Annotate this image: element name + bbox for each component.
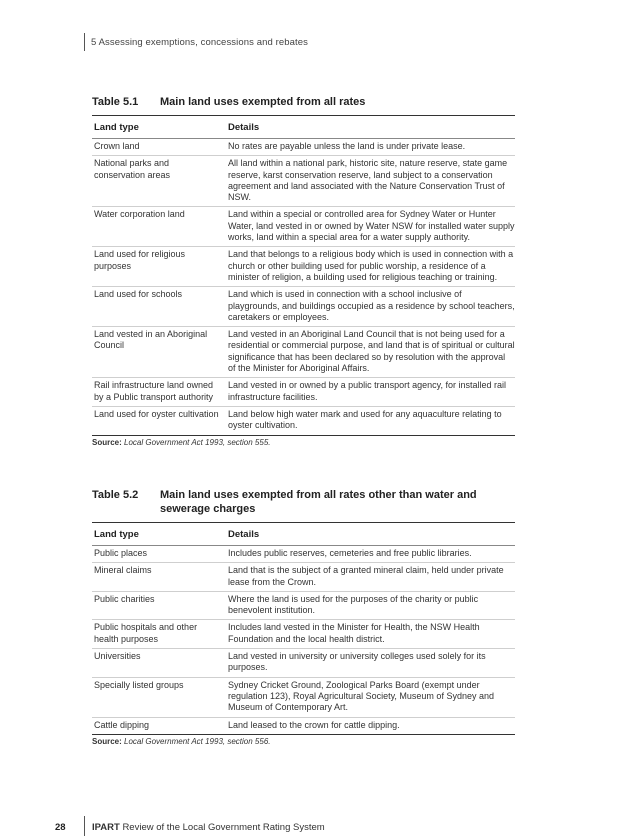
land-type-cell: Universities <box>92 649 226 678</box>
source-label: Source: <box>92 437 122 447</box>
source-text: Local Government Act 1993, section 556. <box>124 736 271 746</box>
table-number: Table 5.1 <box>92 96 139 108</box>
details-cell: Land that is the subject of a granted mineral claim, held under private lease from the Crown. <box>226 563 515 592</box>
table-5-1 <box>92 95 515 447</box>
column-header-details: Details <box>226 523 515 546</box>
table-row <box>92 406 515 435</box>
table-source <box>92 438 515 447</box>
details-cell: Land below high water mark and used for any aquaculture relating to oyster cultivation. <box>226 406 515 435</box>
column-header-details: Details <box>226 116 515 139</box>
table-row <box>92 563 515 592</box>
table-row <box>92 287 515 327</box>
table-number: Table 5.2 <box>92 489 139 501</box>
table-5-2 <box>92 488 515 746</box>
land-type-cell: National parks and conservation areas <box>92 156 226 207</box>
land-type-cell: Cattle dipping <box>92 717 226 734</box>
details-cell: Includes public reserves, cemeteries and free public libraries. <box>226 546 515 563</box>
details-cell: Land vested in university or university colleges used solely for its purposes. <box>226 649 515 678</box>
land-type-cell: Land used for religious purposes <box>92 247 226 287</box>
source-text: Local Government Act 1993, section 555. <box>124 437 271 447</box>
table-header-row <box>92 523 515 546</box>
table-caption <box>92 95 515 109</box>
table-caption <box>92 488 515 516</box>
table-source <box>92 737 515 746</box>
data-table <box>92 522 515 735</box>
table-row <box>92 378 515 407</box>
table-row <box>92 546 515 563</box>
column-header-land-type: Land type <box>92 523 226 546</box>
table-row <box>92 327 515 378</box>
land-type-cell: Public charities <box>92 591 226 620</box>
table-row <box>92 207 515 247</box>
details-cell: Sydney Cricket Ground, Zoological Parks Board (exempt under regulation 123), Royal Agricultural Society, Museum of Sydney and Museum of Contemporary Art. <box>226 677 515 717</box>
details-cell: Includes land vested in the Minister for Health, the NSW Health Foundation and the local health district. <box>226 620 515 649</box>
footer-brand: IPART <box>92 822 120 833</box>
table-row <box>92 139 515 156</box>
land-type-cell: Specially listed groups <box>92 677 226 717</box>
land-type-cell: Rail infrastructure land owned by a Public transport authority <box>92 378 226 407</box>
column-header-land-type: Land type <box>92 116 226 139</box>
land-type-cell: Water corporation land <box>92 207 226 247</box>
details-cell: Where the land is used for the purposes of the charity or public benevolent institution. <box>226 591 515 620</box>
details-cell: All land within a national park, historic site, nature reserve, state game reserve, karst conservation reserve, land subject to a conservation agreement and land associated with the Nature Conservation Trust of NSW. <box>226 156 515 207</box>
details-cell: Land within a special or controlled area for Sydney Water or Hunter Water, land vested in or owned by Water NSW for installed water supply works, land within a special area for a water supply authority. <box>226 207 515 247</box>
table-row <box>92 591 515 620</box>
table-header-row <box>92 116 515 139</box>
details-cell: Land vested in or owned by a public transport agency, for installed rail infrastructure facilities. <box>226 378 515 407</box>
table-row <box>92 649 515 678</box>
footer-title: Review of the Local Government Rating System <box>122 822 325 833</box>
table-row <box>92 620 515 649</box>
details-cell: Land that belongs to a religious body which is used in connection with a church or other building used for public worship, a residence of a minister of religion, a building used for religious teaching or training. <box>226 247 515 287</box>
table-row <box>92 247 515 287</box>
land-type-cell: Land used for schools <box>92 287 226 327</box>
land-type-cell: Mineral claims <box>92 563 226 592</box>
table-title: Main land uses exempted from all rates other than water and sewerage charges <box>160 489 477 515</box>
table-row <box>92 717 515 734</box>
details-cell: Land vested in an Aboriginal Land Council that is not being used for a residential or commercial purpose, and land that is of spiritual or cultural significance that has been declared so by resolution with the approval of the Minister for Aboriginal Affairs. <box>226 327 515 378</box>
details-cell: Land leased to the crown for cattle dipping. <box>226 717 515 734</box>
details-cell: Land which is used in connection with a school inclusive of playgrounds, and buildings occupied as a residence by school teachers, caretakers or employees. <box>226 287 515 327</box>
table-row <box>92 677 515 717</box>
header-divider <box>84 33 85 51</box>
data-table <box>92 115 515 436</box>
table-row <box>92 156 515 207</box>
land-type-cell: Public places <box>92 546 226 563</box>
footer-divider <box>84 816 85 836</box>
land-type-cell: Public hospitals and other health purposes <box>92 620 226 649</box>
table-title: Main land uses exempted from all rates <box>160 96 366 108</box>
running-footer <box>92 822 325 833</box>
land-type-cell: Land vested in an Aboriginal Council <box>92 327 226 378</box>
source-label: Source: <box>92 736 122 746</box>
land-type-cell: Crown land <box>92 139 226 156</box>
land-type-cell: Land used for oyster cultivation <box>92 406 226 435</box>
page-number: 28 <box>55 822 66 833</box>
details-cell: No rates are payable unless the land is under private lease. <box>226 139 515 156</box>
running-header: 5 Assessing exemptions, concessions and rebates <box>91 37 308 48</box>
